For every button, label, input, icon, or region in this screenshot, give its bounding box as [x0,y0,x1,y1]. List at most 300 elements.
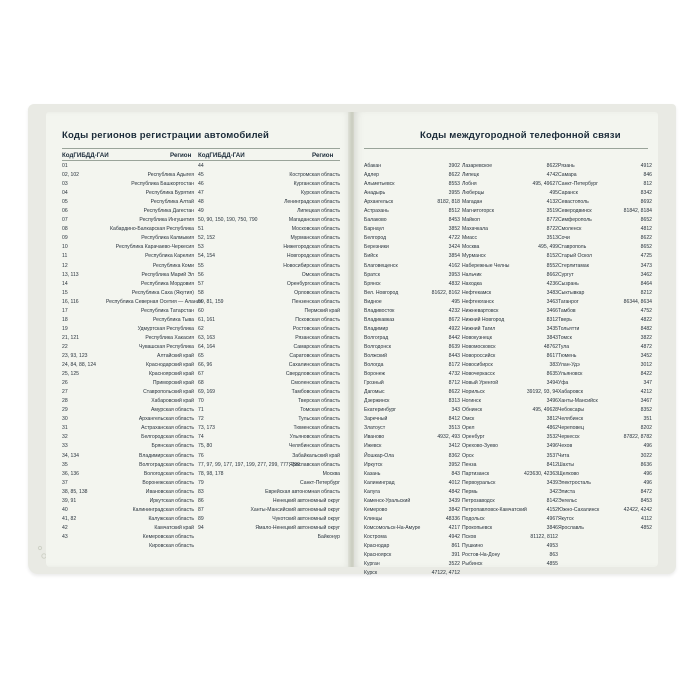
region-row-value: Ямало-Ненецкий автономный округ [255,524,340,531]
phone-row-code: 48762 [543,343,558,350]
region-row-code: 56 [198,271,204,278]
phone-row [364,243,460,252]
phone-row [462,533,558,542]
region-row-code: 51 [198,226,204,233]
phone-row-city: Архангельск [364,199,394,206]
phone-row-code: 8352 [640,407,652,414]
phone-row [462,162,558,171]
region-row-code: 16, 116 [62,298,79,305]
region-row-code: 48 [198,199,204,206]
region-row [62,162,194,171]
region-row-value: Тверская область [298,398,340,405]
phone-row [364,388,460,397]
region-row-value: Псковская область [295,316,340,323]
region-row [198,252,340,261]
phone-row [364,298,460,307]
phone-row-code: 3012 [640,362,652,369]
region-row-code: 46 [198,181,204,188]
phone-row [364,180,460,189]
phone-row-code: 8313 [448,398,460,405]
phone-row [462,234,558,243]
phone-code-column-c [558,162,652,533]
phone-row [364,406,460,415]
left-page [46,112,352,567]
region-row-code: 38, 85, 138 [62,488,88,495]
phone-row [462,343,558,352]
region-row-value: Мурманская область [290,235,340,242]
phone-row [462,560,558,569]
region-row-code: 72 [198,416,204,423]
phone-row-city: Калининград [364,479,395,486]
region-row-value: Пензенская область [292,298,340,305]
phone-row [558,370,652,379]
phone-row-city: Симферополь [558,217,592,224]
region-row [62,234,194,243]
phone-row-code: 3467 [640,398,652,405]
phone-row-city: Черкесск [558,434,580,441]
region-row [62,397,194,406]
region-row-code: 70 [198,398,204,405]
phone-row [558,162,652,171]
phone-row-code: 8412 [546,461,558,468]
phone-row-city: Заречный [364,416,388,423]
phone-row-city: Златоуст [364,425,386,432]
region-row-value: Краснодарский край [146,362,194,369]
phone-row-code: 8512 [448,208,460,215]
phone-row [462,479,558,488]
phone-row-code: 3532 [546,434,558,441]
region-row [198,479,340,488]
phone-row-city: Новокузнецк [462,334,492,341]
phone-row-city: Северодвинск [558,208,592,215]
region-row-value: Республика Марий Эл [141,271,194,278]
region-row-value: Новосибирская область [283,262,340,269]
phone-row [558,433,652,442]
phone-row-city: Псков [462,533,477,540]
phone-row-city: Астрахань [364,208,389,215]
region-row-code: 07 [62,217,68,224]
phone-row-city: Ярославль [558,524,584,531]
region-row-value: Камчатский край [154,524,194,531]
phone-row-city: Лазаревское [462,163,493,169]
region-row-value: Ульяновская область [289,434,340,441]
phone-row [558,515,652,524]
phone-row [462,352,558,361]
region-row-value: Сахалинская область [288,362,340,369]
phone-row [462,397,558,406]
phone-row-code: 4742 [546,172,558,179]
region-row [62,334,194,343]
region-row-value: Республика Северная Осетия — Алания [106,298,203,305]
phone-row-city: Клинцы [364,515,383,522]
phone-row-city: Иваново [364,434,385,441]
region-row-value: Волгоградская область [139,461,194,468]
phone-row-city: Чехов [558,443,573,450]
phone-row-code: 3022 [640,452,652,459]
phone-row-city: Казань [364,470,381,477]
region-row-value: Тамбовская область [291,389,340,396]
phone-row-city: Комсомольск-На-Амуре [364,524,421,531]
phone-row-code: 4852 [640,524,652,531]
phone-row-code: 861 [451,542,460,549]
phone-row-city: Кострома [364,533,387,540]
region-row [198,343,340,352]
region-row-code: 79 [198,479,204,486]
phone-row-code: 8442 [448,334,460,341]
phone-row-city: Таганрог [558,298,579,305]
phone-row-city: Сыктывкар [558,289,585,296]
phone-row-code: 81842, 8184 [623,208,652,215]
region-row-value: Республика Адыгея [147,172,194,179]
region-row [198,379,340,388]
region-row-code: 64, 164 [198,343,215,350]
phone-row-city: Миасс [462,235,478,242]
phone-row-code: 4722 [448,235,460,242]
region-row-value: Удмуртская Республика [137,325,194,332]
phone-row-city: Южно-Сахалинск [558,506,600,513]
region-row [198,442,340,451]
phone-row-code: 8202 [640,425,652,432]
region-row [198,424,340,433]
phone-row-code: 4922 [448,325,460,332]
phone-row-code: 47122, 4712 [431,570,460,577]
region-row [198,388,340,397]
region-row [62,307,194,316]
region-row [62,271,194,280]
phone-row [364,225,460,234]
phone-row [364,361,460,370]
region-row-code: 83 [198,488,204,495]
phone-row-city: Ставрополь [558,244,587,251]
phone-row-code: 383 [549,362,558,369]
region-row-code: 24, 84, 88, 124 [62,362,96,369]
region-row [198,497,340,506]
phone-row-code: 8652 [640,244,652,251]
phone-row-code: 8622 [448,172,460,179]
phone-row-code: 4212 [640,389,652,396]
region-row-code: 49 [198,208,204,215]
phone-row [558,361,652,370]
region-row-code: 17 [62,307,68,314]
phone-row-city: Новосибирск [462,362,493,369]
phone-row-city: Каменск-Уральский [364,497,411,504]
region-row-value: Республика Саха (Якутия) [131,289,194,296]
right-page-title: Коды междугородной телефонной связи [420,130,621,141]
region-row-code: 14 [62,280,68,287]
region-row [62,298,203,307]
phone-row-code: 39192, 93, 94 [526,389,558,396]
phone-row-city: Благовещенск [364,262,398,269]
region-row-value: Смоленская область [290,380,340,387]
phone-row-code: 8412 [448,416,460,423]
region-row-value: Вологодская область [143,470,194,477]
region-row [62,424,194,433]
region-row-code: 62 [198,325,204,332]
phone-row [558,452,652,461]
region-row [62,325,194,334]
phone-row-code: 8172 [448,362,460,369]
phone-row-code: 3473 [640,262,652,269]
phone-row-city: Новороссийск [462,352,496,359]
phone-row-code: 8772 [546,217,558,224]
phone-row-city: Братск [364,271,380,278]
region-row-value: Республика Башкортостан [131,181,194,188]
phone-row-city: Магнитогорск [462,208,494,215]
phone-row-city: Иркутск [364,461,383,468]
phone-row [364,216,460,225]
region-row-code: 65 [198,352,204,359]
region-row-value: Калининградская область [132,506,194,513]
region-row-value: Самарская область [293,343,340,350]
phone-row-city: Тула [558,343,570,350]
phone-row-code: 8622 [546,163,558,169]
phone-row-city: Курган [364,561,380,568]
region-row-code: 55 [198,262,204,269]
phone-row-code: 495, 499 [538,244,558,251]
phone-row-city: Тверь [558,316,572,323]
region-row [62,216,194,225]
region-row-value: Оренбургская область [286,280,340,287]
region-row-value: Алтайский край [157,352,194,359]
region-row-code: 67 [198,371,204,378]
left-col-header-code-1: КодГИБДД-ГАИ [62,152,109,159]
phone-row [558,488,652,497]
region-row-value: Курганская область [293,181,340,188]
phone-row-code: 495 [451,298,460,305]
left-header-rule-top [62,148,340,149]
phone-row [558,479,652,488]
region-row-value: Ивановская область [145,488,194,495]
region-row-value: Кемеровская область [142,533,194,540]
phone-row [364,234,460,243]
phone-row-city: Орел [462,425,475,432]
region-row [62,361,194,370]
region-row-value: Республика Дагестан [143,208,194,215]
phone-row [364,280,460,289]
phone-row-code: 4236 [546,280,558,287]
phone-row [462,262,558,271]
phone-row-city: Магадан [462,199,483,206]
region-row [198,524,340,533]
phone-row-city: Оренбург [462,434,485,441]
region-row-code: 75, 80 [198,443,213,450]
phone-row-city: Брянск [364,280,381,287]
phone-row-code: 3435 [546,325,558,332]
region-row [62,461,194,470]
region-row-value: Орловская область [294,289,340,296]
phone-row-code: 391 [451,552,460,559]
notebook [28,104,676,577]
region-row-code: 68 [198,380,204,387]
phone-row-code: 8482 [640,325,652,332]
phone-row-city: Москва [462,244,480,251]
phone-row-city: Бийск [364,253,378,260]
region-row [198,180,340,189]
region-row [198,262,340,271]
region-row-code: 22 [62,343,68,350]
region-row-value: Республика Хакасия [145,334,194,341]
phone-row-city: Старый Оскол [558,253,593,260]
phone-row [364,506,460,515]
region-row [62,207,194,216]
phone-row [558,234,652,243]
region-row-value: Тульская область [298,416,340,423]
phone-row-code: 495 [549,190,558,197]
phone-row-code: 8453 [448,217,460,224]
region-row-code: 73, 173 [198,425,215,432]
region-row-code: 69, 169 [198,389,215,396]
region-row-code: 35 [62,461,68,468]
phone-row [558,198,652,207]
phone-row-city: Владивосток [364,307,395,314]
region-row [62,497,194,506]
phone-row-city: Кемерово [364,506,388,513]
phone-row-city: Томск [558,334,572,341]
phone-row [364,307,460,316]
phone-row [462,442,558,451]
region-row-code: 13, 113 [62,271,79,278]
phone-row [462,361,558,370]
phone-row-city: Пенза [462,461,477,468]
region-row-value: Рязанская область [295,334,340,341]
phone-row [558,497,652,506]
region-row [198,271,340,280]
region-row-code: 11 [62,253,68,260]
phone-row-city: Самара [558,172,577,179]
phone-row [364,515,460,524]
region-row [62,171,194,180]
phone-row-city: Волгодонск [364,343,391,350]
region-row [62,415,194,424]
phone-row-city: Барнаул [364,226,385,233]
phone-row [462,470,558,479]
region-row [62,289,194,298]
region-row-code: 31 [62,425,68,432]
phone-row-city: Калуга [364,488,380,495]
phone-row [462,497,558,506]
phone-row-code: 3852 [448,226,460,233]
phone-row [462,370,558,379]
left-col-header-region-1: Регион [170,152,192,159]
phone-row-code: 3452 [640,352,652,359]
phone-row-code: 3843 [546,334,558,341]
phone-row-city: Саранск [558,190,578,197]
phone-row [558,271,652,280]
region-row [198,325,340,334]
phone-row-code: 3439 [448,497,460,504]
region-row-value: Челябинская область [288,443,340,450]
phone-row-code: 4152 [546,506,558,513]
region-row-value: Курская область [300,190,340,197]
phone-row [462,243,558,252]
region-row-code: 54, 154 [198,253,215,260]
region-row [198,406,340,415]
region-row [62,225,194,234]
phone-row [364,343,460,352]
region-row-value: Владимирская область [139,452,194,459]
phone-row-city: Лобня [462,181,477,188]
phone-row-code: 8552 [546,262,558,269]
phone-row-city: Березники [364,244,389,251]
region-row-code: 71 [198,407,204,414]
region-row-code: 05 [62,199,68,206]
phone-row [364,352,460,361]
phone-row-city: Рязань [558,163,575,169]
region-row-value: Томская область [300,407,340,414]
region-row-code: 29 [62,407,68,414]
region-row-code: 33 [62,443,68,450]
region-row-value: Байконур [317,533,340,540]
region-row [198,461,340,470]
region-row-code: 08 [62,226,68,233]
region-row-code: 59, 81, 159 [198,298,224,305]
region-row [62,452,194,461]
phone-row-code: 496 [643,470,652,477]
region-row-code: 40 [62,506,68,513]
phone-row-city: Нижний Тагил [462,325,496,332]
region-row-value: Ленинградская область [284,199,340,206]
region-row [198,162,340,171]
phone-row-code: 8639 [448,343,460,350]
phone-row-code: 8472 [640,488,652,495]
region-row [198,433,340,442]
phone-row-code: 495, 49628 [532,407,558,414]
region-row [198,515,340,524]
phone-row-code: 4232 [448,307,460,314]
phone-row-city: Севастополь [558,199,589,206]
region-row-value: Забайкальский край [292,452,340,459]
region-row-value: Астраханская область [141,425,194,432]
region-row-value: Ненецкий автономный округ [272,497,340,504]
phone-row-code: 4822 [640,316,652,323]
phone-row-code: 3513 [448,425,460,432]
region-row-value: Иркутская область [149,497,194,504]
phone-row-code: 4862 [546,425,558,432]
region-row-value: Приморский край [152,380,194,387]
phone-row-city: Сургут [558,271,574,278]
phone-row [462,207,558,216]
phone-row [462,415,558,424]
region-row [62,488,194,497]
phone-row [462,171,558,180]
phone-row-code: 8622 [640,235,652,242]
phone-row [364,551,460,560]
phone-row-code: 8553 [448,181,460,188]
phone-row-city: Вологда [364,362,384,369]
phone-row-code: 8453 [640,497,652,504]
region-row-code: 06 [62,208,68,215]
phone-row-city: Грозный [364,380,384,387]
phone-row-code: 351 [643,416,652,423]
region-row [62,198,194,207]
phone-row-city: Дзержинск [364,398,390,405]
phone-row [558,506,652,515]
phone-row-code: 343 [451,407,460,414]
phone-row-code: 3513 [546,235,558,242]
phone-row-city: Абакан [364,163,382,169]
phone-row [462,406,558,415]
region-row-code: 32 [62,434,68,441]
phone-row-city: Видное [364,298,382,305]
phone-row-city: Якутск [558,515,574,522]
region-row-code: 19 [62,325,68,332]
region-row [198,289,340,298]
region-row-value: Воронежская область [142,479,194,486]
phone-row [364,162,460,171]
phone-row [364,433,460,442]
region-row-value: Ханты-Мансийский автономный округ [250,506,340,513]
phone-row [364,252,460,261]
